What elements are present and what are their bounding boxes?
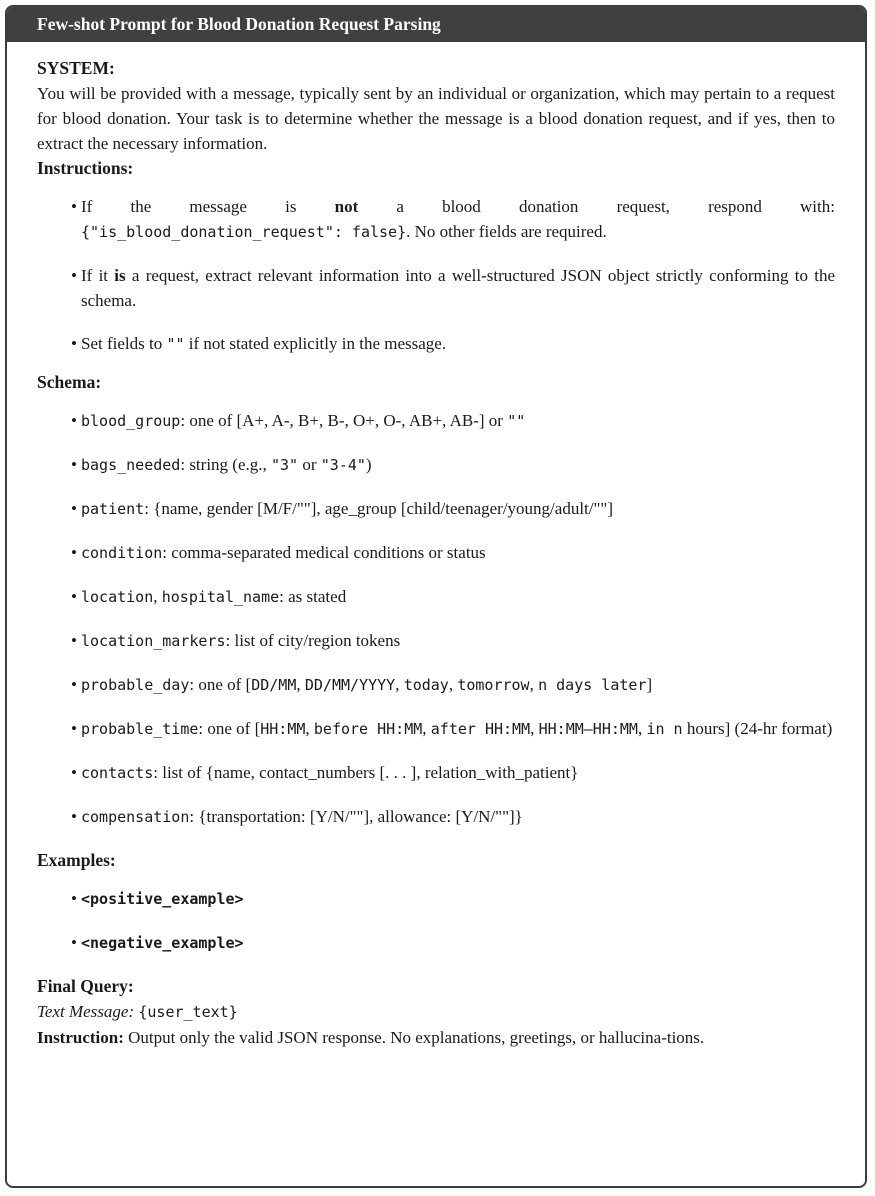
- emphasis-not: not: [334, 197, 359, 216]
- user-text-placeholder: {user_text}: [138, 1003, 238, 1021]
- schema-heading: Schema:: [37, 372, 102, 392]
- schema-item-bags-needed: • bags_needed: string (e.g., "3" or "3-4"): [37, 452, 835, 478]
- system-heading: SYSTEM:: [37, 58, 115, 78]
- false-response-code: {"is_blood_donation_request": false}: [81, 223, 407, 241]
- final-query-heading: Final Query:: [37, 976, 134, 996]
- instructions-list: [37, 194, 835, 357]
- instruction-item-is-request: • If it is a request, extract relevant information into a well-structured JSON object strictly conforming to the schema.: [37, 263, 835, 313]
- examples-heading: Examples:: [37, 850, 116, 870]
- schema-item-probable-day: • probable_day: one of [DD/MM, DD/MM/YYYY, today, tomorrow, n days later]: [37, 672, 835, 698]
- instruction-item-empty-fields: • Set fields to "" if not stated explicitly in the message.: [37, 331, 835, 357]
- box-title: Few-shot Prompt for Blood Donation Request Parsing: [7, 7, 865, 42]
- schema-item-patient: • patient: {name, gender [M/F/""], age_group [child/teenager/young/adult/""]: [37, 496, 835, 522]
- schema-item-location: • location, hospital_name: as stated: [37, 584, 835, 610]
- emphasis-is: is: [114, 266, 126, 285]
- system-text: You will be provided with a message, typically sent by an individual or organization, which may pertain to a request for blood donation. Your task is to determine whether the message is a blood donation request, and if yes, then to extract the necessary information.: [37, 84, 835, 153]
- text-message-line: Text Message: {user_text}: [37, 1002, 238, 1021]
- instruction-item-not-request: • If the message is not a blood donation request, respond with: {"is_blood_donation_request": false}. No other fields are required.: [37, 194, 835, 245]
- prompt-box: [5, 5, 867, 1188]
- schema-item-location-markers: • location_markers: list of city/region tokens: [37, 628, 835, 654]
- prompt-content: [7, 42, 865, 1050]
- instruction-line: Instruction: Output only the valid JSON response. No explanations, greetings, or hallucina-tions.: [37, 1028, 705, 1047]
- example-item-positive: • <positive_example>: [37, 886, 835, 912]
- schema-list: [37, 408, 835, 830]
- schema-item-compensation: • compensation: {transportation: [Y/N/""], allowance: [Y/N/""]}: [37, 804, 835, 830]
- schema-item-condition: • condition: comma-separated medical conditions or status: [37, 540, 835, 566]
- schema-item-contacts: • contacts: list of {name, contact_numbers [. . . ], relation_with_patient}: [37, 760, 835, 786]
- instructions-heading: Instructions:: [37, 158, 134, 178]
- schema-item-probable-time: • probable_time: one of [HH:MM, before HH:MM, after HH:MM, HH:MM–HH:MM, in n hours] (24-hr format): [37, 716, 835, 742]
- schema-item-blood-group: • blood_group: one of [A+, A-, B+, B-, O+, O-, AB+, AB-] or "": [37, 408, 835, 434]
- example-item-negative: • <negative_example>: [37, 930, 835, 956]
- examples-list: [37, 886, 835, 956]
